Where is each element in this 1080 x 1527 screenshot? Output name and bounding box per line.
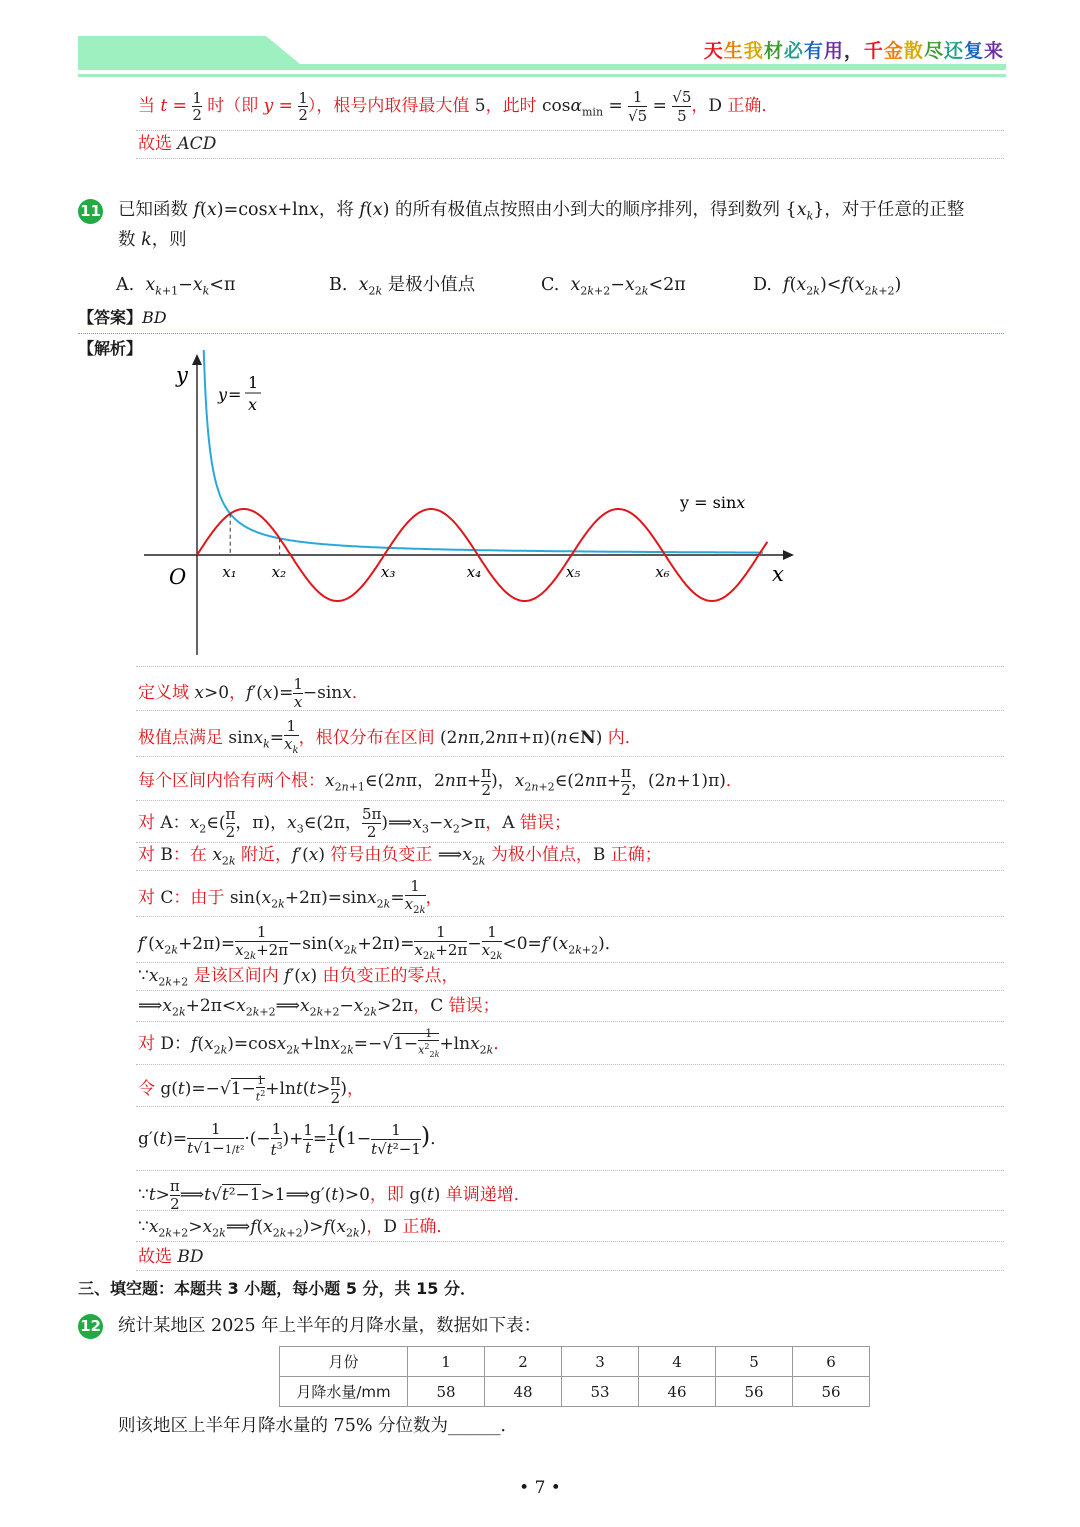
rule <box>136 158 1004 159</box>
header-underline <box>78 74 1006 77</box>
solution-line-3: 每个区间内恰有两个根：$x_{2n+1}\in(2n\pi$，2nπ+ $\frac{\pi}{2}$ )，$x_{2n+2}\in(2n\pi+$ $\frac{\pi}{2}$ ，(2n+1)π)． <box>138 763 743 799</box>
solution-line-14: $\because x_{2k+2}>x_{2k}⟹f(x_{2k+2})>f(x_{2k})$，D 正确． <box>138 1217 454 1240</box>
table-header-rainfall: 月降水量/mm <box>280 1377 408 1407</box>
motto-char: 用 <box>823 40 844 62</box>
answer-value: BD <box>142 308 167 327</box>
rule <box>136 916 1004 917</box>
y-axis-label: y <box>176 363 188 387</box>
solution-line-5: 对 B：在 $x_{2k}$ 附近，f′(x) 符号由负变正 $⟹x_{2k}$ 为极小值点，B 正确； <box>138 845 662 868</box>
rainfall-table <box>279 1346 870 1407</box>
rule <box>136 1021 1004 1022</box>
q10-conclusion-line: 当 t = $\frac{1}{2}$ 时（即 y = $\frac{1}{2}$ ），根号内取得最大值 5，此时 cosα$_{min}$ = $\frac{1}{√5}$ = $\frac{√5}{5}$ ，D 正确． <box>138 88 779 125</box>
motto-char: 有 <box>803 40 824 62</box>
motto-char: 材 <box>763 40 784 62</box>
motto-char: 来 <box>983 40 1004 62</box>
motto-char: 复 <box>963 40 984 62</box>
solution-line-13: ∵t> $\frac{\pi}{2}$ ⟹t√t²−1>1⟹g′(t)>0，即 g(t) 单调递增． <box>138 1177 531 1213</box>
solution-line-1: 定义域 x>0，f′(x)= $\frac{1}{x}$ −sinx． <box>138 675 369 711</box>
rule <box>136 1270 1004 1271</box>
rule <box>136 666 1004 667</box>
motto-char: 尽 <box>923 40 944 62</box>
table-cell: 4 <box>639 1347 716 1377</box>
q12-question[interactable]: 则该地区上半年月降水量的 75% 分位数为______． <box>118 1416 519 1436</box>
label-sine <box>679 493 745 512</box>
rule <box>136 990 1004 991</box>
section-3-title: 三、填空题：本题共 3 小题，每小题 5 分，共 15 分． <box>78 1279 476 1298</box>
curve-reciprocal <box>203 350 763 553</box>
motto-char: ， <box>843 40 864 62</box>
svg-text:y = sinx: y = sinx <box>680 493 746 512</box>
q11-answer-line <box>78 306 167 330</box>
rule <box>136 1106 1004 1107</box>
solution-line-8: $\because x_{2k+2}$ 是该区间内 f′(x) 由负变正的零点， <box>138 966 459 989</box>
motto-char: 还 <box>943 40 964 62</box>
x-axis-label: x <box>772 562 784 586</box>
q11-function-graph <box>140 350 800 660</box>
intersection-label: x₁ <box>222 563 237 581</box>
table-cell: 1 <box>408 1347 485 1377</box>
motto-char: 生 <box>723 40 744 62</box>
table-row <box>280 1347 870 1377</box>
svg-text:=: = <box>228 385 242 404</box>
answer-label: 【答案】 <box>78 308 143 327</box>
rule <box>136 1064 1004 1065</box>
intersection-label: x₅ <box>565 563 581 581</box>
rule <box>136 1210 1004 1211</box>
solution-line-15: 故选 BD <box>138 1247 204 1267</box>
table-cell: 3 <box>562 1347 639 1377</box>
svg-text:1: 1 <box>248 373 259 392</box>
svg-text:x: x <box>248 395 258 414</box>
solution-line-4: 对 A：$x_2\in$( $\frac{\pi}{2}$ ，π)，$x_3\in(2\pi$， $\frac{5\pi}{2}$ )$⟹x_3-x_2>\pi$，A 错误； <box>138 805 571 841</box>
solution-line-9: $⟹x_{2k}+2\pi<x_{2k+2}⟹x_{2k+2}-x_{2k}>2\pi$，C 错误； <box>138 996 500 1019</box>
intersection-label: x₂ <box>271 563 287 581</box>
q11-stem-line2: 数 k，则 <box>118 230 187 250</box>
x-axis-arrow <box>783 550 794 560</box>
rule <box>136 130 1004 131</box>
solution-line-10: 对 D：$f(x_{2k})=\cos x_{2k}+\ln x_{2k}=-√1-$ $\frac{1}{x^2_{2k}}$ +lnx$_{2k}$． <box>138 1027 511 1059</box>
rule <box>136 1170 1004 1171</box>
table-header-month: 月份 <box>280 1347 408 1377</box>
origin-label: O <box>169 565 187 589</box>
motto-char: 天 <box>703 40 724 62</box>
header-motto <box>704 36 1004 63</box>
intersection-label: x₄ <box>466 563 482 581</box>
page-number: • 7 • <box>519 1478 561 1498</box>
rule <box>136 756 1004 757</box>
solution-line-7: $f'(x_{2k}+2\pi)=$ $\frac{1}{x_{2k}+2\pi}$ $-\sin(x_{2k}+2\pi)=$ $\frac{1}{x_{2k}+2\pi}$ − $\frac{1}{x_{2k}}$ $<0=f'(x_{2k+2})$． <box>138 923 622 962</box>
motto-char: 散 <box>903 40 924 62</box>
solution-line-6: 对 C：由于 $\sin(x_{2k}+2\pi)=\sin x_{2k}=$ $\frac{1}{x_{2k}}$ ， <box>138 877 443 916</box>
q12-stem: 统计某地区 2025 年上半年的月降水量，数据如下表： <box>118 1316 542 1336</box>
table-cell: 46 <box>639 1377 716 1407</box>
table-cell: 2 <box>485 1347 562 1377</box>
rule <box>136 800 1004 801</box>
table-cell: 6 <box>793 1347 870 1377</box>
rule <box>136 1241 1004 1242</box>
intersection-label: x₆ <box>655 563 670 581</box>
intersection-label: x₃ <box>380 563 396 581</box>
table-cell: 48 <box>485 1377 562 1407</box>
rule <box>136 870 1004 871</box>
table-cell: 53 <box>562 1377 639 1407</box>
svg-text:y: y <box>218 385 228 404</box>
table-cell: 56 <box>716 1377 793 1407</box>
rule <box>136 710 1004 711</box>
q11-option-b[interactable]: B. $x_{2k}$ 是极小值点 <box>329 275 476 298</box>
rule <box>136 962 1004 963</box>
q11-option-d[interactable]: D. $f(x_{2k})<f(x_{2k+2})$ <box>753 275 902 298</box>
solution-line-11: 令 g(t)=−√1− $\frac{1}{t^2}$ +lnt(t> $\frac{\pi}{2}$ )， <box>138 1071 365 1107</box>
table-cell: 58 <box>408 1377 485 1407</box>
y-axis-arrow <box>192 354 202 365</box>
motto-char: 必 <box>783 40 804 62</box>
table-cell: 56 <box>793 1377 870 1407</box>
table-cell: 5 <box>716 1347 793 1377</box>
table-row <box>280 1377 870 1407</box>
question-number-11: 11 <box>78 199 103 224</box>
label-reciprocal <box>217 373 261 414</box>
question-number-12: 12 <box>78 1314 103 1339</box>
motto-char: 千 <box>863 40 884 62</box>
motto-char: 金 <box>883 40 904 62</box>
q11-option-a[interactable]: A. $x_{k+1}-x_k<\pi$ <box>116 275 236 298</box>
analysis-label: 【解析】 <box>78 339 143 358</box>
q10-answer-line: 故选 ACD <box>138 134 217 154</box>
q11-stem-line1: 已知函数 f(x)=cosx+lnx，将 f(x) 的所有极值点按照由小到大的顺序排列，得到数列 $\{x_k\}$，对于任意的正整 <box>118 200 965 223</box>
q11-option-c[interactable]: C. $x_{2k+2}-x_{2k}<2\pi$ <box>541 275 686 298</box>
solution-line-2: 极值点满足 sinx$_k$= $\frac{1}{x_k}$ ，根仅分布在区间 (2nπ,2nπ+π)(n∈N) 内． <box>138 717 642 756</box>
motto-char: 我 <box>743 40 764 62</box>
rule <box>78 333 1004 334</box>
solution-line-12: g′(t)= $\frac{1}{\text{t√1−1/t²}}$ ·(− $\frac{1}{t^3}$ )+ $\frac{1}{t}$ = $\frac{1}{t}$ (1− $\frac{1}{\text{t√t²−1}}$ )． <box>138 1119 448 1159</box>
